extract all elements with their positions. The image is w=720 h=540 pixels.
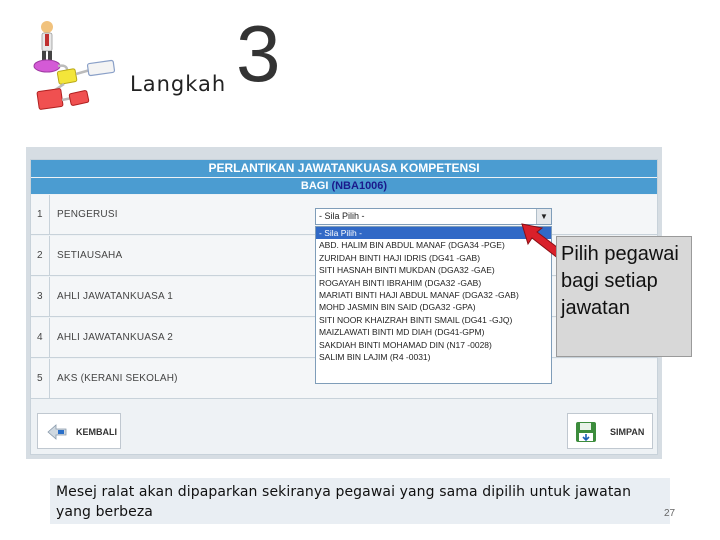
save-button[interactable]: [567, 413, 653, 449]
dropdown-option[interactable]: MAIZLAWATI BINTI MD DIAH (DG41-GPM): [319, 327, 485, 338]
row-divider: [49, 359, 50, 399]
row-divider: [49, 236, 50, 276]
instruction-callout: Pilih pegawai bagi setiap jawatan: [556, 236, 692, 357]
slide-step-number: 3: [236, 9, 281, 98]
dropdown-option[interactable]: ABD. HALIM BIN ABDUL MANAF (DGA34 -PGE): [319, 240, 505, 251]
row-number: 4: [37, 332, 43, 343]
select-value: - Sila Pilih -: [319, 211, 365, 221]
row-label: PENGERUSI: [57, 209, 118, 220]
row-label: AHLI JAWATANKUASA 1: [57, 291, 174, 302]
save-disk-icon: [574, 420, 598, 444]
form-header-code: (NBA1006): [331, 180, 388, 192]
error-note: Mesej ralat akan dipaparkan sekiranya pegawai yang sama dipilih untuk jawatan yang berbeza: [50, 478, 670, 524]
row-number: 2: [37, 250, 43, 261]
dropdown-option[interactable]: ZURIDAH BINTI HAJI IDRIS (DG41 -GAB): [319, 252, 481, 263]
dropdown-option[interactable]: SITI HASNAH BINTI MUKDAN (DGA32 -GAE): [319, 265, 495, 276]
dropdown-option[interactable]: MARIATI BINTI HAJI ABDUL MANAF (DGA32 -GAB): [319, 289, 519, 300]
page-number: 27: [664, 508, 676, 519]
slide-title-word: Langkah: [130, 72, 227, 96]
row-divider: [49, 195, 50, 235]
row-divider: [49, 318, 50, 358]
form-header-prefix: BAGI: [300, 180, 329, 192]
row-divider: [49, 277, 50, 317]
dropdown-option[interactable]: SITI NOOR KHAIZRAH BINTI SMAIL (DG41 -GJQ): [319, 314, 513, 325]
save-button-label: SIMPAN: [610, 427, 645, 437]
dropdown-option[interactable]: SALIM BIN LAJIM (R4 -0031): [319, 351, 431, 362]
back-arrow-icon: [46, 422, 68, 442]
back-button[interactable]: [37, 413, 121, 449]
process-flow-logo-icon: [28, 18, 118, 118]
chevron-down-icon[interactable]: ▼: [536, 209, 551, 224]
form-header-subtitle: [31, 178, 657, 194]
form-header-title: PERLANTIKAN JAWATANKUASA KOMPETENSI: [31, 160, 657, 177]
row-label: SETIAUSAHA: [57, 250, 123, 261]
row-label: AKS (KERANI SEKOLAH): [57, 373, 178, 384]
row-number: 5: [37, 373, 43, 384]
row-label: AHLI JAWATANKUASA 2: [57, 332, 174, 343]
row-number: 3: [37, 291, 43, 302]
row-number: 1: [37, 209, 43, 220]
back-button-label: KEMBALI: [76, 427, 117, 437]
dropdown-option[interactable]: - Sila Pilih -: [316, 227, 551, 239]
dropdown-option[interactable]: ROGAYAH BINTI IBRAHIM (DGA32 -GAB): [319, 277, 482, 288]
dropdown-option[interactable]: SAKDIAH BINTI MOHAMAD DIN (N17 -0028): [319, 339, 492, 350]
dropdown-option[interactable]: MOHD JASMIN BIN SAID (DGA32 -GPA): [319, 302, 476, 313]
